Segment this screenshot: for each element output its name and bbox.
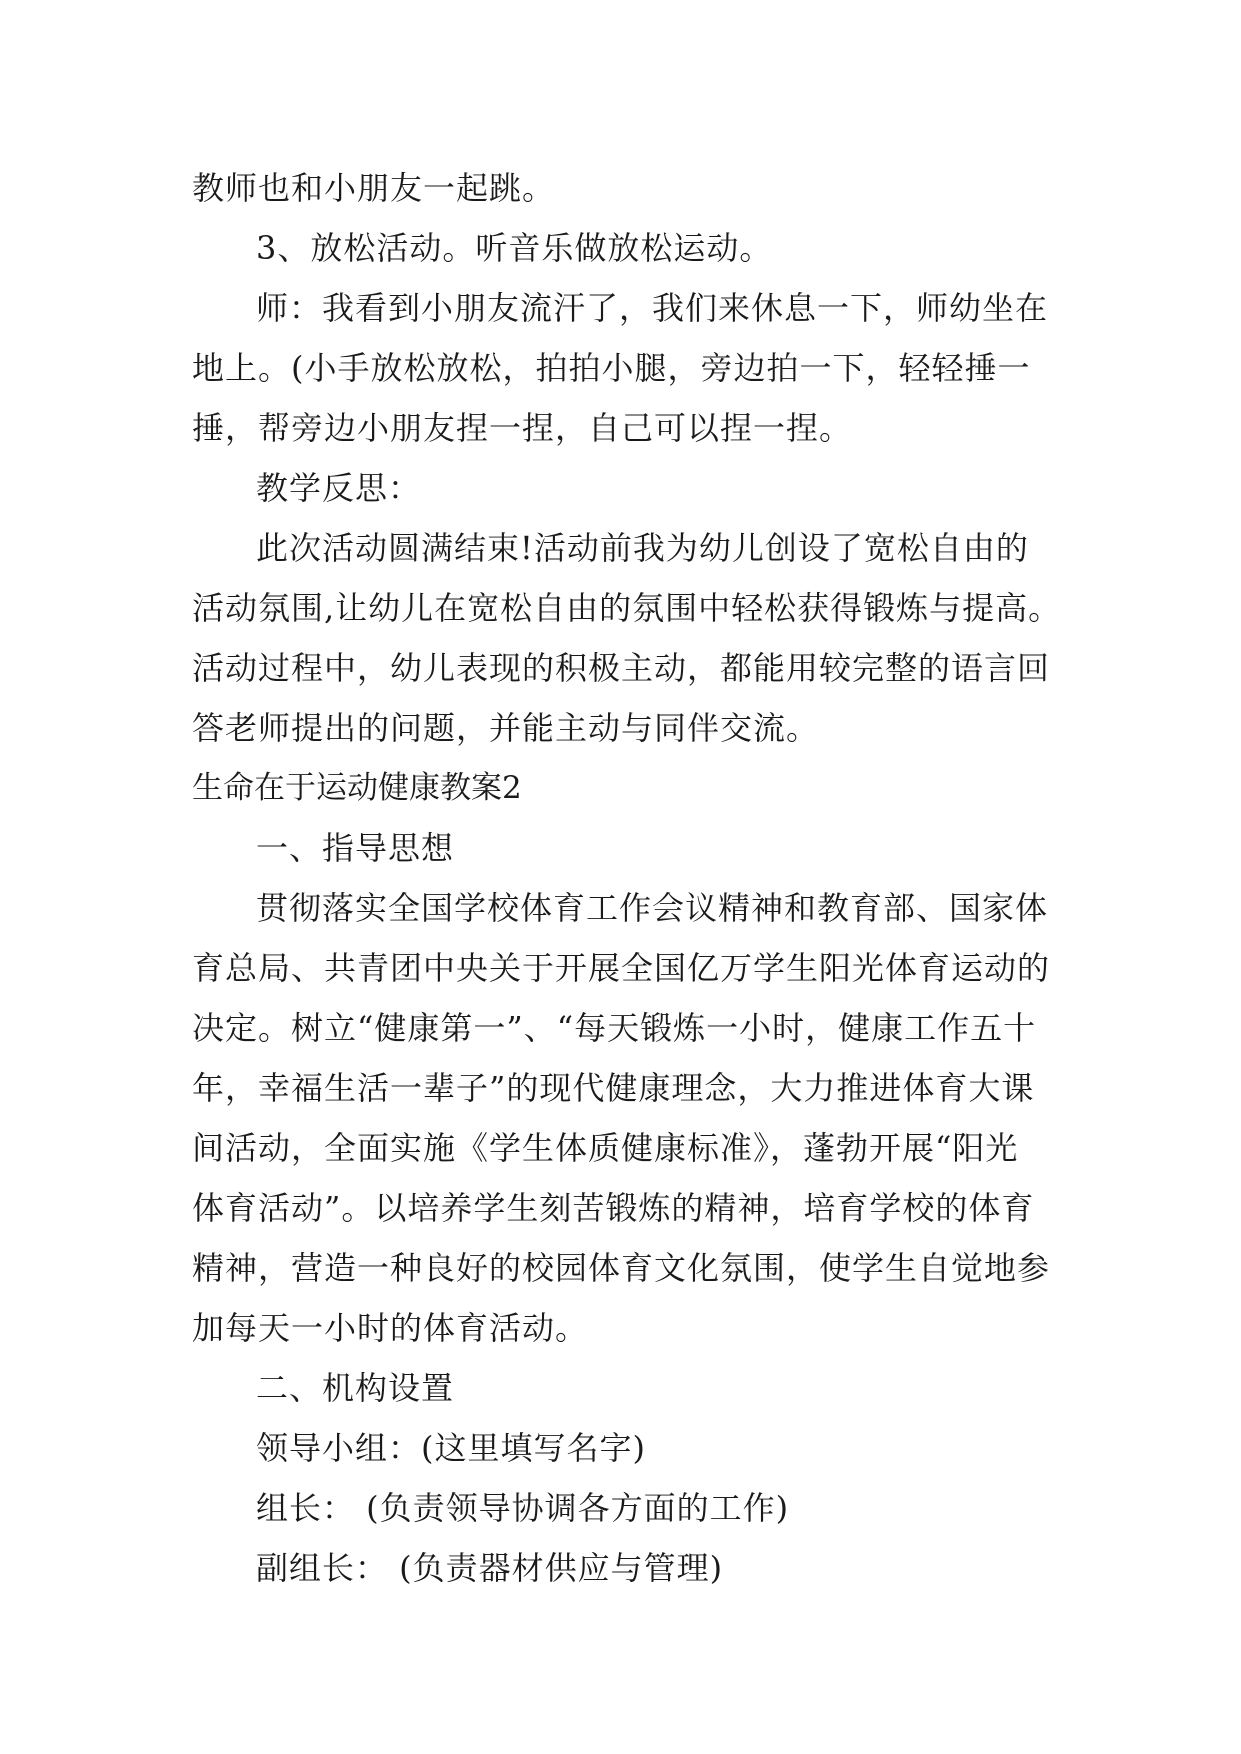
text-line: 捶，帮旁边小朋友捏一捏，自己可以捏一捏。 [192, 409, 853, 447]
text-line: 年，幸福生活一辈子”的现代健康理念，大力推进体育大课 [192, 1069, 1035, 1107]
text-line: 领导小组：(这里填写名字) [256, 1429, 646, 1467]
text-line: 精神，营造一种良好的校园体育文化氛围，使学生自觉地参 [192, 1249, 1051, 1287]
text-line: 教师也和小朋友一起跳。 [192, 169, 556, 207]
text-line: 答老师提出的问题，并能主动与同伴交流。 [192, 709, 820, 747]
document-title: 生命在于运动健康教案2 [192, 770, 522, 806]
text-line: 副组长： (负责器材供应与管理) [256, 1549, 724, 1587]
text-line: 加每天一小时的体育活动。 [192, 1309, 589, 1347]
text-line: 3、放松活动。听音乐做放松运动。 [256, 229, 773, 267]
text-line: 地上。(小手放松放松，拍拍小腿，旁边拍一下，轻轻捶一 [192, 349, 1031, 387]
section-heading: 一、指导思想 [256, 829, 455, 867]
text-line: 活动氛围,让幼儿在宽松自由的氛围中轻松获得锻炼与提高。 [192, 589, 1062, 627]
section-heading: 二、机构设置 [256, 1369, 455, 1407]
text-line: 育总局、共青团中央关于开展全国亿万学生阳光体育运动的 [192, 949, 1051, 987]
text-line: 贯彻落实全国学校体育工作会议精神和教育部、国家体 [256, 889, 1049, 927]
text-line: 活动过程中，幼儿表现的积极主动，都能用较完整的语言回 [192, 649, 1051, 687]
section-label: 教学反思： [256, 469, 422, 507]
text-line: 此次活动圆满结束!活动前我为幼儿创设了宽松自由的 [256, 529, 1029, 567]
text-line: 组长： (负责领导协调各方面的工作) [256, 1489, 790, 1527]
text-line: 决定。树立“健康第一”、“每天锻炼一小时，健康工作五十 [192, 1009, 1037, 1047]
text-line: 间活动，全面实施《学生体质健康标准》，蓬勃开展“阳光 [192, 1129, 1019, 1167]
document-body [192, 158, 1062, 1598]
text-line: 师：我看到小朋友流汗了，我们来休息一下，师幼坐在 [256, 289, 1049, 327]
text-line: 体育活动”。以培养学生刻苦锻炼的精神，培育学校的体育 [192, 1189, 1035, 1227]
